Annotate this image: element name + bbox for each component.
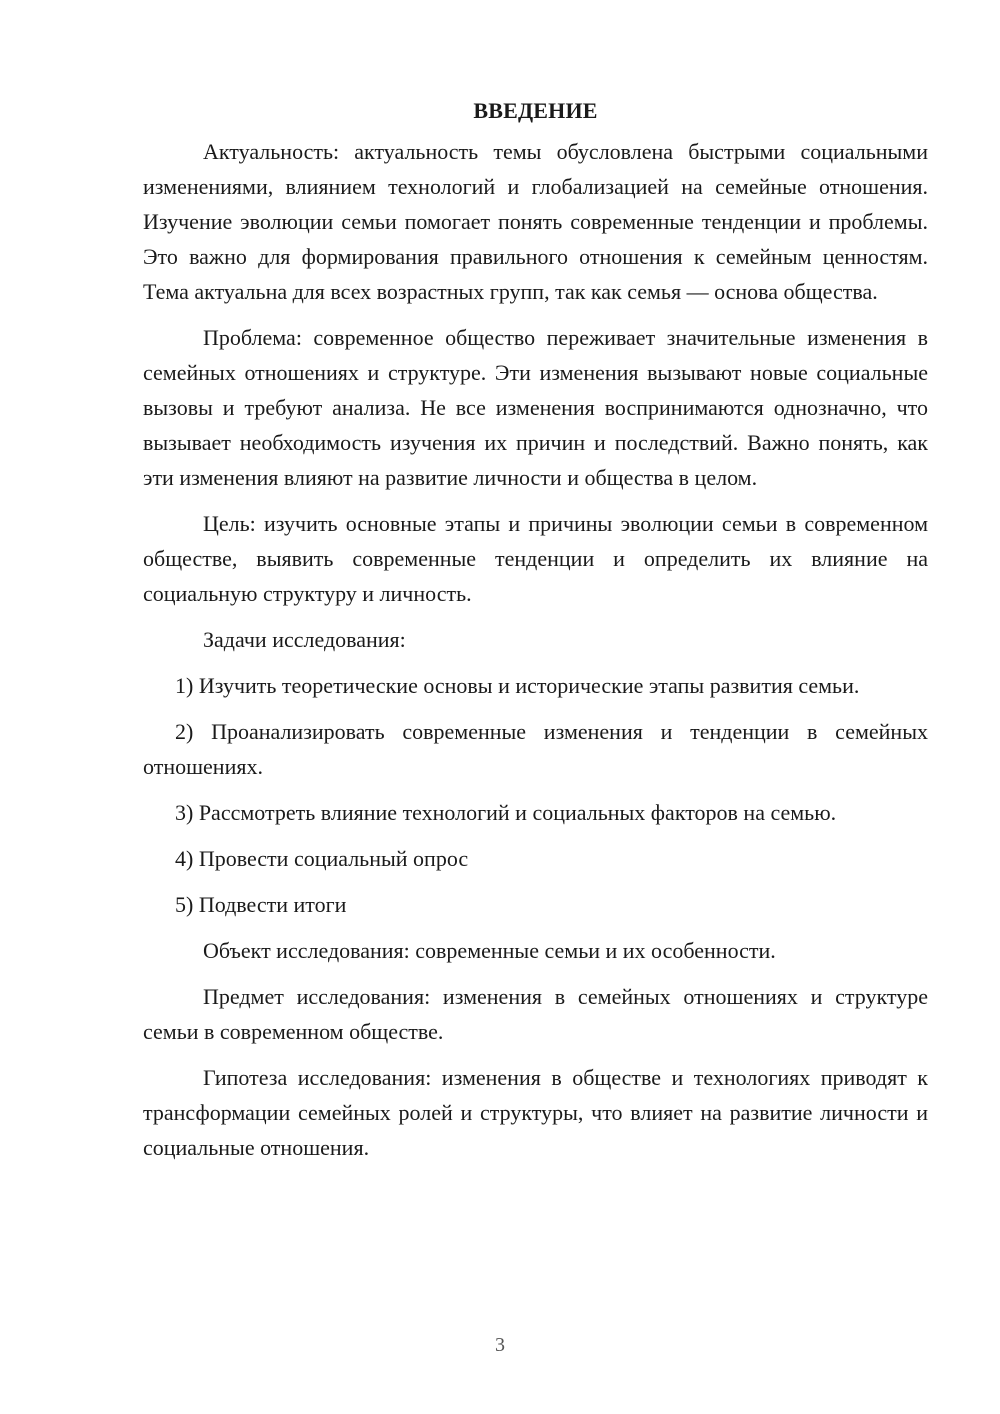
task-item-1: 1) Изучить теоретические основы и исторические этапы развития семьи. xyxy=(175,673,860,698)
page-number: 3 xyxy=(495,1334,505,1356)
task-item-2: 2) Проанализировать современные изменения и тенденции в семейных отношениях. xyxy=(143,719,928,779)
paragraph-subject: Предмет исследования: изменения в семейных отношениях и структуре семьи в современном обществе. xyxy=(143,984,928,1044)
paragraph-problem: Проблема: современное общество переживает значительные изменения в семейных отношениях и структуре. Эти изменения вызывают новые социальные вызовы и требуют анализа. Не все изменения воспринимаются однозначно, что вызывает необходимость изучения их причин и последствий. Важно понять, как эти изменения влияют на развитие личности и общества в целом. xyxy=(143,325,928,490)
paragraph-goal: Цель: изучить основные этапы и причины эволюции семьи в современном обществе, выявить современные тенденции и определить их влияние на социальную структуру и личность. xyxy=(143,511,928,606)
paragraph-relevance: Актуальность: актуальность темы обусловлена быстрыми социальными изменениями, влиянием технологий и глобализацией на семейные отношения. Изучение эволюции семьи помогает понять современные тенденции и проблемы. Это важно для формирования правильного отношения к семейным ценностям. Тема актуальна для всех возрастных групп, так как семья — основа общества. xyxy=(143,139,928,304)
task-item-4: 4) Провести социальный опрос xyxy=(175,846,469,871)
paragraph-hypothesis: Гипотеза исследования: изменения в обществе и технологиях приводят к трансформации семейных ролей и структуры, что влияет на развитие личности и социальные отношения. xyxy=(143,1065,928,1160)
page-title: ВВЕДЕНИЕ xyxy=(473,98,598,123)
paragraph-object: Объект исследования: современные семьи и их особенности. xyxy=(203,938,776,963)
tasks-heading: Задачи исследования: xyxy=(203,627,406,652)
task-item-3: 3) Рассмотреть влияние технологий и социальных факторов на семью. xyxy=(175,800,837,825)
document-page xyxy=(143,96,928,1176)
task-item-5: 5) Подвести итоги xyxy=(175,892,347,917)
